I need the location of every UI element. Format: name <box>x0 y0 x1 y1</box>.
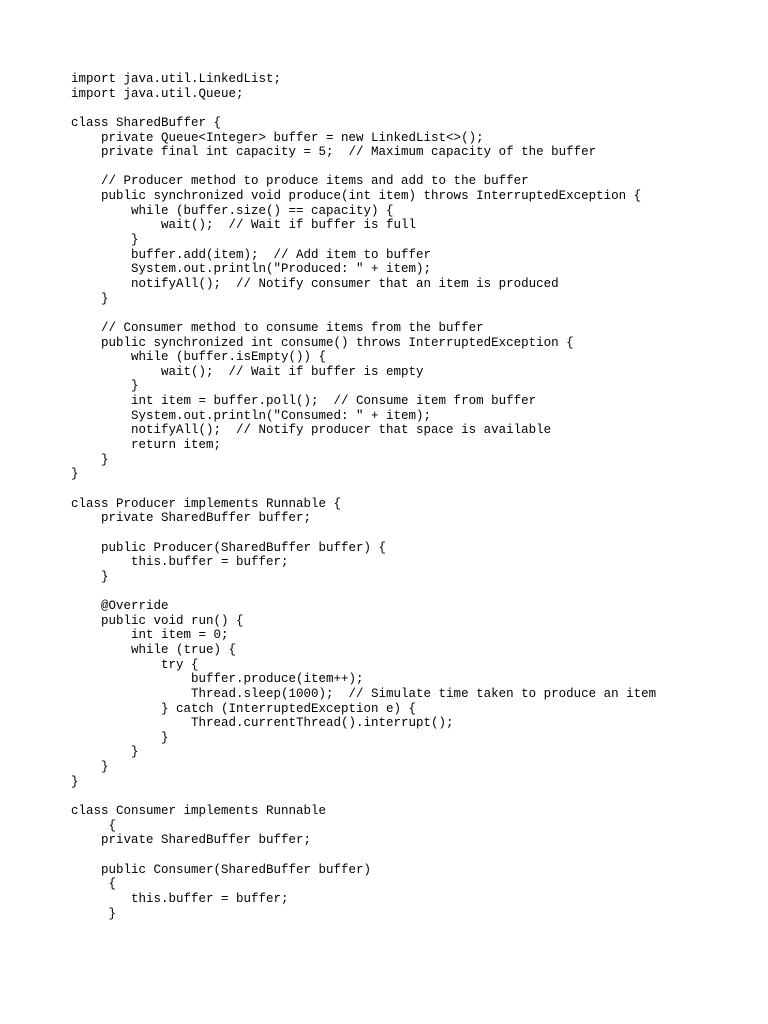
code-line: private Queue<Integer> buffer = new LinkedList<>(); <box>71 130 484 145</box>
code-line: class Consumer implements Runnable <box>71 804 327 819</box>
code-line: } <box>71 569 109 584</box>
code-line <box>71 482 656 497</box>
code-line: } <box>71 452 109 467</box>
code-line: } <box>71 730 169 745</box>
code-line <box>71 160 656 175</box>
code-line: } <box>71 233 139 248</box>
code-line <box>71 306 656 321</box>
code-line: { <box>71 818 117 833</box>
code-line: notifyAll(); // Notify producer that space is available <box>71 423 552 438</box>
code-line: // Consumer method to consume items from the buffer <box>71 320 484 335</box>
code-line: this.buffer = buffer; <box>71 555 289 570</box>
code-line: int item = buffer.poll(); // Consume item from buffer <box>71 394 537 409</box>
code-line: buffer.add(item); // Add item to buffer <box>71 247 432 262</box>
code-line: private SharedBuffer buffer; <box>71 511 312 526</box>
code-line: public void run() { <box>71 613 244 628</box>
code-line: } <box>71 760 109 775</box>
code-line: } <box>71 745 139 760</box>
code-line: int item = 0; <box>71 628 229 643</box>
code-line: import java.util.Queue; <box>71 86 244 101</box>
code-line: System.out.println("Consumed: " + item); <box>71 408 432 423</box>
code-line: public synchronized int consume() throws InterruptedException { <box>71 335 574 350</box>
code-line: while (buffer.size() == capacity) { <box>71 203 394 218</box>
code-line <box>71 789 656 804</box>
code-line <box>71 848 656 863</box>
code-line: try { <box>71 657 199 672</box>
code-line <box>71 584 656 599</box>
code-line: System.out.println("Produced: " + item); <box>71 262 432 277</box>
code-line: this.buffer = buffer; <box>71 891 289 906</box>
code-line: public Consumer(SharedBuffer buffer) <box>71 862 372 877</box>
code-line: class SharedBuffer { <box>71 115 222 130</box>
code-line: while (buffer.isEmpty()) { <box>71 350 327 365</box>
code-line: } <box>71 379 139 394</box>
code-line <box>71 526 656 541</box>
code-line: import java.util.LinkedList; <box>71 72 282 86</box>
code-line: } catch (InterruptedException e) { <box>71 701 417 716</box>
code-line: wait(); // Wait if buffer is empty <box>71 364 424 379</box>
code-line <box>71 101 656 116</box>
code-line: wait(); // Wait if buffer is full <box>71 218 417 233</box>
code-line: Thread.currentThread().interrupt(); <box>71 716 454 731</box>
code-line: } <box>71 906 117 921</box>
code-line: while (true) { <box>71 642 237 657</box>
code-line: { <box>71 877 117 892</box>
code-line: } <box>71 291 109 306</box>
code-listing <box>71 72 656 921</box>
code-line: public synchronized void produce(int item) throws InterruptedException { <box>71 189 642 204</box>
code-line: @Override <box>71 599 169 614</box>
code-line: return item; <box>71 438 222 453</box>
code-line: // Producer method to produce items and add to the buffer <box>71 174 529 189</box>
code-line: class Producer implements Runnable { <box>71 496 342 511</box>
code-line: private final int capacity = 5; // Maximum capacity of the buffer <box>71 145 597 160</box>
code-line: public Producer(SharedBuffer buffer) { <box>71 540 387 555</box>
code-line: } <box>71 774 79 789</box>
code-line: } <box>71 467 79 482</box>
code-line: buffer.produce(item++); <box>71 672 364 687</box>
code-line: notifyAll(); // Notify consumer that an item is produced <box>71 276 559 291</box>
code-line: private SharedBuffer buffer; <box>71 833 312 848</box>
code-line: Thread.sleep(1000); // Simulate time taken to produce an item <box>71 686 657 701</box>
